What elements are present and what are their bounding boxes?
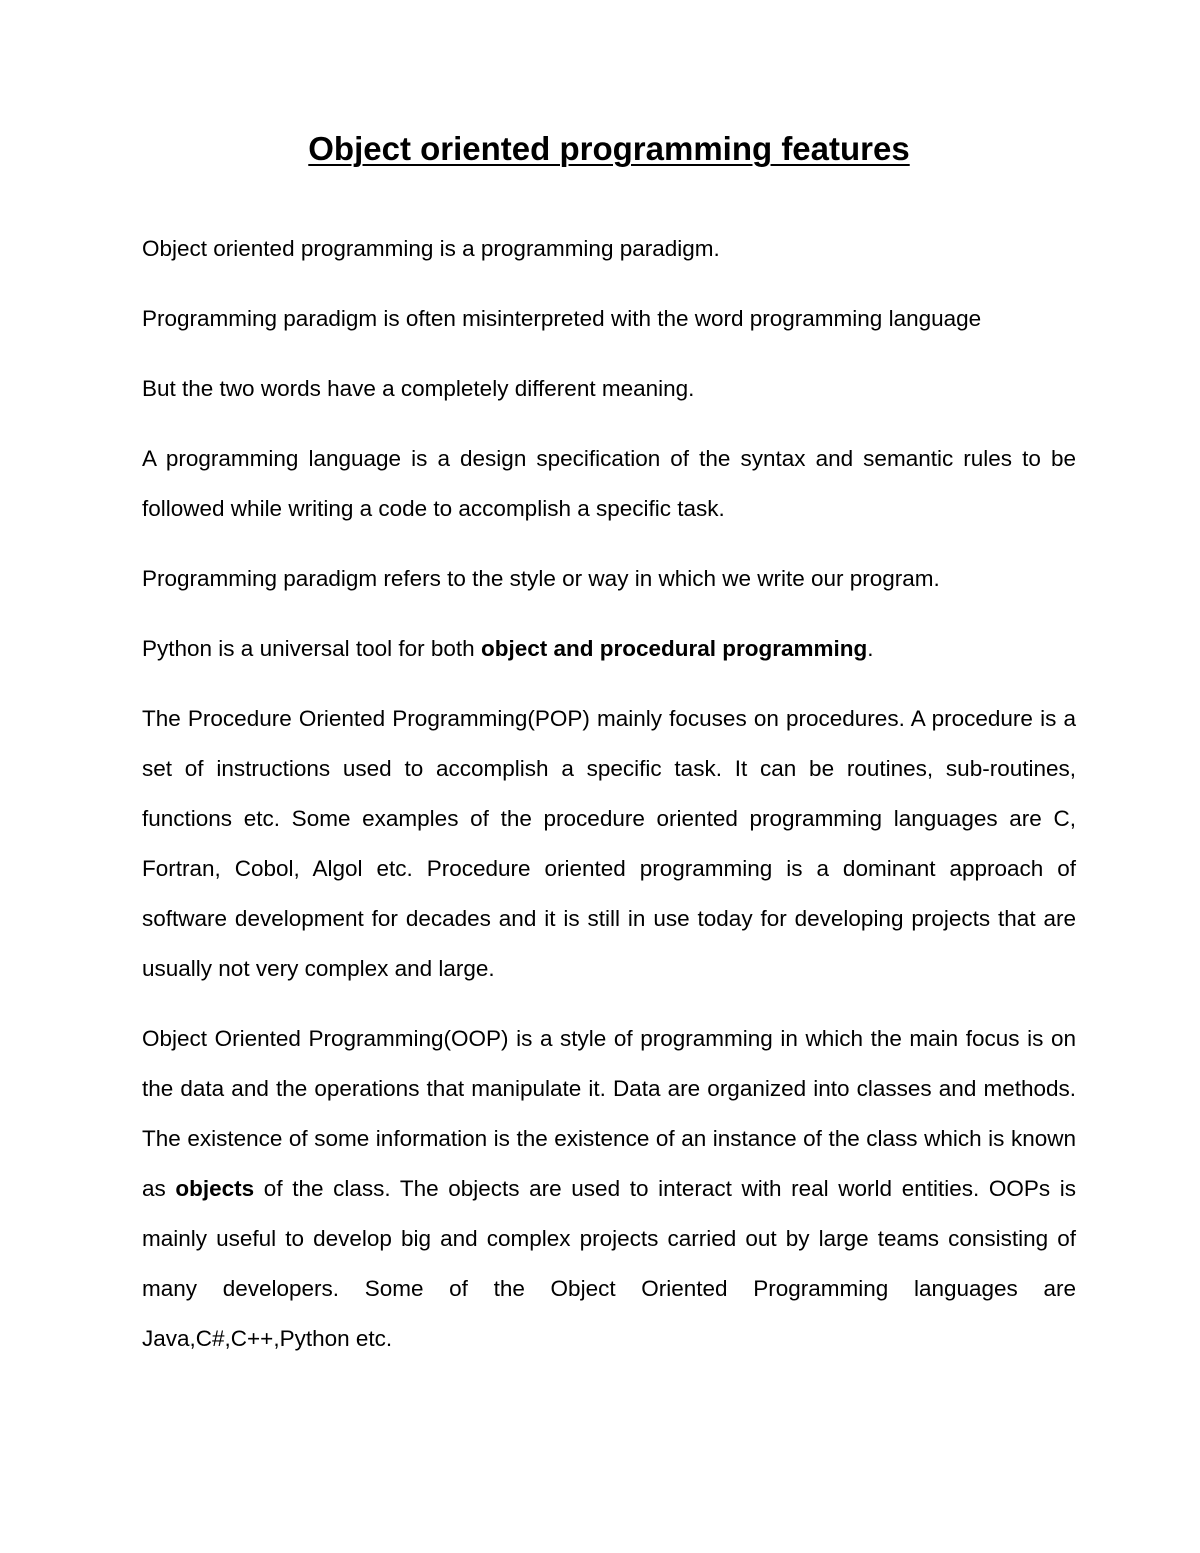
- oop-text-before: Object Oriented Programming(OOP) is a style of programming in which the main focus is on the data and the operations that manipulate it. Data are organized into classes and methods. The existence of some information is the existence of an instance of the class which is known as: [142, 1026, 1076, 1201]
- oop-bold-text: objects: [175, 1176, 255, 1201]
- paragraph-different-meaning: But the two words have a completely different meaning.: [142, 376, 695, 401]
- paragraph-paradigm-style: Programming paradigm refers to the style or way in which we write our program.: [142, 566, 940, 591]
- paragraph-paradigm-misinterpreted: Programming paradigm is often misinterpreted with the word programming language: [142, 306, 982, 331]
- paragraph-oop: [142, 1014, 1076, 1364]
- paragraph-oop-definition: Object oriented programming is a programming paradigm.: [142, 236, 720, 261]
- paragraph-python-tool: [142, 624, 1076, 674]
- oop-text-after: of the class. The objects are used to interact with real world entities. OOPs is mainly useful to develop big and complex projects carried out by large teams consisting of many developers. Some of the Object Oriented Programming languages are Java,C#,C++,Python etc.: [142, 1176, 1076, 1351]
- paragraph-programming-language: A programming language is a design specification of the syntax and semantic rules to be followed while writing a code to accomplish a specific task.: [142, 446, 1076, 521]
- python-text-after: .: [867, 636, 874, 661]
- paragraph-pop: The Procedure Oriented Programming(POP) mainly focuses on procedures. A procedure is a set of instructions used to accomplish a specific task. It can be routines, sub-routines, functions etc. Some examples of the procedure oriented programming languages are C, Fortran, Cobol, Algol etc. Procedure oriented programming is a dominant approach of software development for decades and it is still in use today for developing projects that are usually not very complex and large.: [142, 706, 1076, 981]
- page-title: Object oriented programming features: [308, 130, 910, 167]
- python-text-before: Python is a universal tool for both: [142, 636, 481, 661]
- document-body: [142, 118, 1076, 1384]
- python-bold-text: object and procedural programming: [480, 636, 868, 661]
